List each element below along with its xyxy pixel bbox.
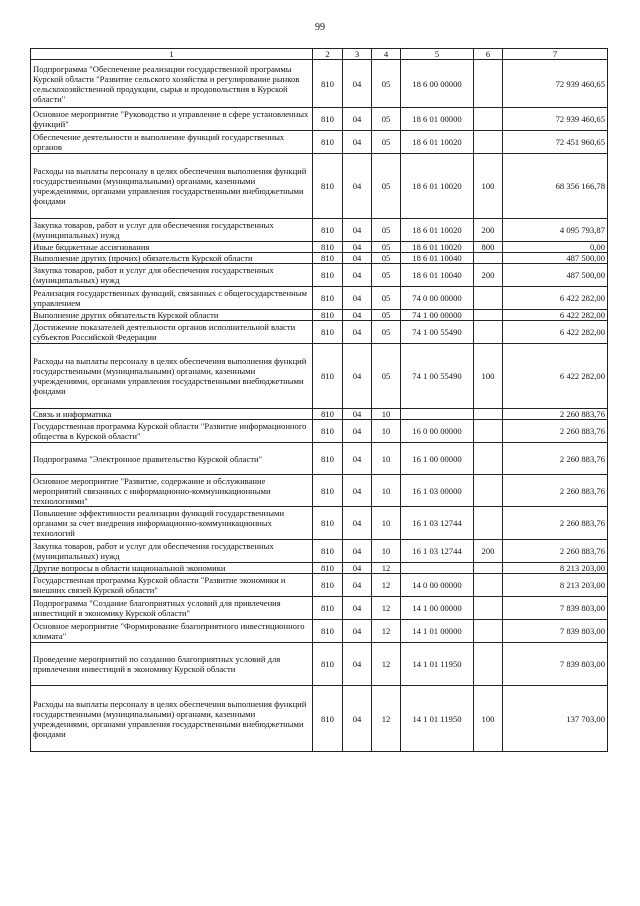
row-col-7: 7 839 803,00: [503, 620, 608, 643]
row-col-6: [474, 507, 503, 540]
row-col-7: 2 260 883,76: [503, 443, 608, 475]
row-col-3: 04: [343, 108, 372, 131]
row-col-6: [474, 131, 503, 154]
row-col-2: 810: [313, 443, 343, 475]
row-col-2: 810: [313, 344, 343, 409]
row-col-3: 04: [343, 264, 372, 287]
table-row: [31, 287, 608, 310]
table-row: [31, 620, 608, 643]
row-col-5: [401, 409, 474, 420]
row-col-2: 810: [313, 264, 343, 287]
row-col-7: 6 422 282,00: [503, 310, 608, 321]
row-col-7: 2 260 883,76: [503, 540, 608, 563]
table-row: [31, 597, 608, 620]
row-col-6: [474, 475, 503, 507]
row-col-7: 6 422 282,00: [503, 287, 608, 310]
row-col-5: 14 1 00 00000: [401, 597, 474, 620]
row-col-3: 04: [343, 253, 372, 264]
table-row: [31, 686, 608, 752]
header-col-1: 1: [31, 49, 313, 60]
row-col-3: 04: [343, 310, 372, 321]
row-col-2: 810: [313, 154, 343, 219]
row-col-4: 12: [372, 563, 401, 574]
row-col-3: 04: [343, 287, 372, 310]
row-col-4: 10: [372, 443, 401, 475]
table-row: [31, 219, 608, 242]
table-row: [31, 540, 608, 563]
row-name: Расходы на выплаты персоналу в целях обеспечения выполнения функций государственными (муниципальными) органами, казенными учреждениями, органами управления государственными внебюджетными фондами: [31, 344, 313, 409]
row-col-2: 810: [313, 60, 343, 108]
row-col-4: 12: [372, 620, 401, 643]
table-row: [31, 344, 608, 409]
row-col-4: 10: [372, 507, 401, 540]
row-col-6: 100: [474, 686, 503, 752]
row-col-2: 810: [313, 253, 343, 264]
row-col-7: 8 213 203,00: [503, 563, 608, 574]
row-col-5: 18 6 01 10020: [401, 242, 474, 253]
row-col-4: 05: [372, 108, 401, 131]
row-col-5: [401, 563, 474, 574]
row-col-7: 72 451 960,65: [503, 131, 608, 154]
row-col-5: 18 6 01 10020: [401, 131, 474, 154]
row-col-7: 2 260 883,76: [503, 409, 608, 420]
row-name: Основное мероприятие "Развитие, содержание и обслуживание мероприятий связанных с информационно-коммуникационными технологиями": [31, 475, 313, 507]
table-row: [31, 321, 608, 344]
row-col-4: 10: [372, 420, 401, 443]
header-col-6: 6: [474, 49, 503, 60]
row-col-2: 810: [313, 475, 343, 507]
row-col-4: 05: [372, 344, 401, 409]
row-col-4: 12: [372, 686, 401, 752]
row-col-2: 810: [313, 597, 343, 620]
row-col-5: 14 1 01 11950: [401, 686, 474, 752]
row-col-7: 4 095 793,87: [503, 219, 608, 242]
row-col-3: 04: [343, 219, 372, 242]
row-col-5: 74 1 00 55490: [401, 321, 474, 344]
row-col-7: 2 260 883,76: [503, 420, 608, 443]
row-name: Основное мероприятие "Формирование благоприятного инвестиционного климата": [31, 620, 313, 643]
row-col-5: 14 1 01 00000: [401, 620, 474, 643]
row-name: Основное мероприятие "Руководство и управление в сфере установленных функций": [31, 108, 313, 131]
header-row: [31, 49, 608, 60]
row-col-4: 05: [372, 242, 401, 253]
row-col-5: 14 0 00 00000: [401, 574, 474, 597]
row-col-4: 10: [372, 540, 401, 563]
row-col-4: 10: [372, 475, 401, 507]
row-col-3: 04: [343, 597, 372, 620]
table-row: [31, 154, 608, 219]
row-col-2: 810: [313, 219, 343, 242]
table-row: [31, 475, 608, 507]
row-name: Закупка товаров, работ и услуг для обеспечения государственных (муниципальных) нужд: [31, 219, 313, 242]
table-row: [31, 574, 608, 597]
row-col-2: 810: [313, 409, 343, 420]
row-name: Реализация государственных функций, связанных с общегосударственным управлением: [31, 287, 313, 310]
row-col-7: 0,00: [503, 242, 608, 253]
row-col-2: 810: [313, 507, 343, 540]
row-col-3: 04: [343, 540, 372, 563]
row-name: Государственная программа Курской области "Развитие экономики и внешних связей Курской области": [31, 574, 313, 597]
row-col-5: 74 1 00 55490: [401, 344, 474, 409]
row-col-3: 04: [343, 507, 372, 540]
row-name: Закупка товаров, работ и услуг для обеспечения государственных (муниципальных) нужд: [31, 540, 313, 563]
row-col-4: 05: [372, 287, 401, 310]
row-col-5: 16 1 00 00000: [401, 443, 474, 475]
row-col-6: [474, 310, 503, 321]
row-col-6: 800: [474, 242, 503, 253]
row-col-2: 810: [313, 643, 343, 686]
row-col-5: 18 6 00 00000: [401, 60, 474, 108]
row-col-6: [474, 253, 503, 264]
row-col-7: 7 839 803,00: [503, 643, 608, 686]
header-col-2: 2: [313, 49, 343, 60]
page-number: 99: [315, 22, 325, 33]
row-col-7: 137 703,00: [503, 686, 608, 752]
row-col-4: 05: [372, 154, 401, 219]
row-name: Другие вопросы в области национальной экономики: [31, 563, 313, 574]
row-col-6: [474, 60, 503, 108]
row-col-7: 487 500,00: [503, 264, 608, 287]
row-col-6: 100: [474, 154, 503, 219]
header-col-7: 7: [503, 49, 608, 60]
row-col-2: 810: [313, 620, 343, 643]
row-name: Подпрограмма "Создание благоприятных условий для привлечения инвестиций в экономику Курской области": [31, 597, 313, 620]
row-col-4: 12: [372, 597, 401, 620]
header-col-5: 5: [401, 49, 474, 60]
row-col-7: 72 939 460,65: [503, 60, 608, 108]
row-col-7: 2 260 883,76: [503, 507, 608, 540]
row-col-4: 05: [372, 60, 401, 108]
row-col-7: 8 213 203,00: [503, 574, 608, 597]
row-name: Расходы на выплаты персоналу в целях обеспечения выполнения функций государственными (муниципальными) органами, казенными учреждениями, органами управления государственными внебюджетными фондами: [31, 154, 313, 219]
row-col-4: 12: [372, 643, 401, 686]
table-row: [31, 131, 608, 154]
table-row: [31, 310, 608, 321]
row-col-5: 18 6 01 10040: [401, 253, 474, 264]
row-col-4: 05: [372, 219, 401, 242]
table-row: [31, 420, 608, 443]
row-col-6: 100: [474, 344, 503, 409]
row-col-3: 04: [343, 574, 372, 597]
row-col-2: 810: [313, 131, 343, 154]
row-col-6: 200: [474, 264, 503, 287]
row-col-4: 05: [372, 131, 401, 154]
row-name: Выполнение других обязательств Курской области: [31, 310, 313, 321]
row-col-5: 74 1 00 00000: [401, 310, 474, 321]
row-col-3: 04: [343, 344, 372, 409]
row-col-6: 200: [474, 219, 503, 242]
row-col-3: 04: [343, 131, 372, 154]
row-col-6: [474, 643, 503, 686]
row-col-5: 18 6 01 10040: [401, 264, 474, 287]
row-col-6: [474, 574, 503, 597]
row-col-2: 810: [313, 242, 343, 253]
row-name: Иные бюджетные ассигнования: [31, 242, 313, 253]
row-col-5: 74 0 00 00000: [401, 287, 474, 310]
table-row: [31, 563, 608, 574]
row-name: Закупка товаров, работ и услуг для обеспечения государственных (муниципальных) нужд: [31, 264, 313, 287]
row-col-2: 810: [313, 287, 343, 310]
row-name: Подпрограмма "Электронное правительство Курской области": [31, 443, 313, 475]
row-col-6: [474, 597, 503, 620]
row-col-3: 04: [343, 563, 372, 574]
row-col-2: 810: [313, 563, 343, 574]
row-col-7: 7 839 803,00: [503, 597, 608, 620]
row-col-5: 16 1 03 00000: [401, 475, 474, 507]
row-col-2: 810: [313, 574, 343, 597]
row-col-2: 810: [313, 686, 343, 752]
row-col-3: 04: [343, 60, 372, 108]
row-col-6: [474, 409, 503, 420]
row-col-2: 810: [313, 540, 343, 563]
row-col-5: 18 6 01 00000: [401, 108, 474, 131]
row-col-5: 16 1 03 12744: [401, 540, 474, 563]
row-col-3: 04: [343, 620, 372, 643]
row-col-7: 72 939 460,65: [503, 108, 608, 131]
row-col-2: 810: [313, 108, 343, 131]
row-col-4: 05: [372, 310, 401, 321]
row-name: Подпрограмма "Обеспечение реализации государственной программы Курской области "Развитие сельского хозяйства и регулирование рынков сельскохозяйственной продукции, сырья и продовольствия в Курской области": [31, 60, 313, 108]
row-col-6: [474, 108, 503, 131]
row-col-5: 16 1 03 12744: [401, 507, 474, 540]
table-row: [31, 264, 608, 287]
row-name: Повышение эффективности реализации функций государственными органами за счет внедрения информационно-коммуникационных технологий: [31, 507, 313, 540]
row-col-5: 14 1 01 11950: [401, 643, 474, 686]
table-row: [31, 443, 608, 475]
row-col-7: 2 260 883,76: [503, 475, 608, 507]
row-col-2: 810: [313, 321, 343, 344]
table-row: [31, 507, 608, 540]
row-col-6: [474, 443, 503, 475]
table-row: [31, 60, 608, 108]
row-col-7: 487 500,00: [503, 253, 608, 264]
header-col-4: 4: [372, 49, 401, 60]
row-col-3: 04: [343, 643, 372, 686]
row-col-6: [474, 287, 503, 310]
row-col-2: 810: [313, 420, 343, 443]
row-col-3: 04: [343, 242, 372, 253]
row-col-4: 05: [372, 321, 401, 344]
row-col-7: 6 422 282,00: [503, 321, 608, 344]
row-col-6: [474, 321, 503, 344]
row-col-3: 04: [343, 475, 372, 507]
row-col-6: 200: [474, 540, 503, 563]
row-col-3: 04: [343, 420, 372, 443]
row-name: Обеспечение деятельности и выполнение функций государственных органов: [31, 131, 313, 154]
table-row: [31, 242, 608, 253]
row-col-6: [474, 620, 503, 643]
row-name: Расходы на выплаты персоналу в целях обеспечения выполнения функций государственными (муниципальными) органами, казенными учреждениями, органами управления государственными внебюджетными фондами: [31, 686, 313, 752]
table-row: [31, 409, 608, 420]
row-col-3: 04: [343, 409, 372, 420]
row-col-4: 05: [372, 264, 401, 287]
row-col-5: 18 6 01 10020: [401, 154, 474, 219]
row-name: Связь и информатика: [31, 409, 313, 420]
row-col-5: 18 6 01 10020: [401, 219, 474, 242]
row-col-3: 04: [343, 443, 372, 475]
row-col-7: 68 356 166,78: [503, 154, 608, 219]
row-col-7: 6 422 282,00: [503, 344, 608, 409]
row-col-5: 16 0 00 00000: [401, 420, 474, 443]
row-name: Достижение показателей деятельности органов исполнительной власти субъектов Российской Федерации: [31, 321, 313, 344]
budget-table: [30, 48, 608, 752]
row-col-2: 810: [313, 310, 343, 321]
table-row: [31, 108, 608, 131]
row-col-6: [474, 420, 503, 443]
row-col-3: 04: [343, 321, 372, 344]
row-name: Выполнение других (прочих) обязательств Курской области: [31, 253, 313, 264]
row-col-4: 12: [372, 574, 401, 597]
row-col-3: 04: [343, 154, 372, 219]
table-row: [31, 253, 608, 264]
row-name: Проведение мероприятий по созданию благоприятных условий для привлечения инвестиций в экономику Курской области: [31, 643, 313, 686]
header-col-3: 3: [343, 49, 372, 60]
row-col-6: [474, 563, 503, 574]
row-col-4: 10: [372, 409, 401, 420]
table-row: [31, 643, 608, 686]
row-col-3: 04: [343, 686, 372, 752]
row-col-4: 05: [372, 253, 401, 264]
row-name: Государственная программа Курской области "Развитие информационного общества в Курской области": [31, 420, 313, 443]
